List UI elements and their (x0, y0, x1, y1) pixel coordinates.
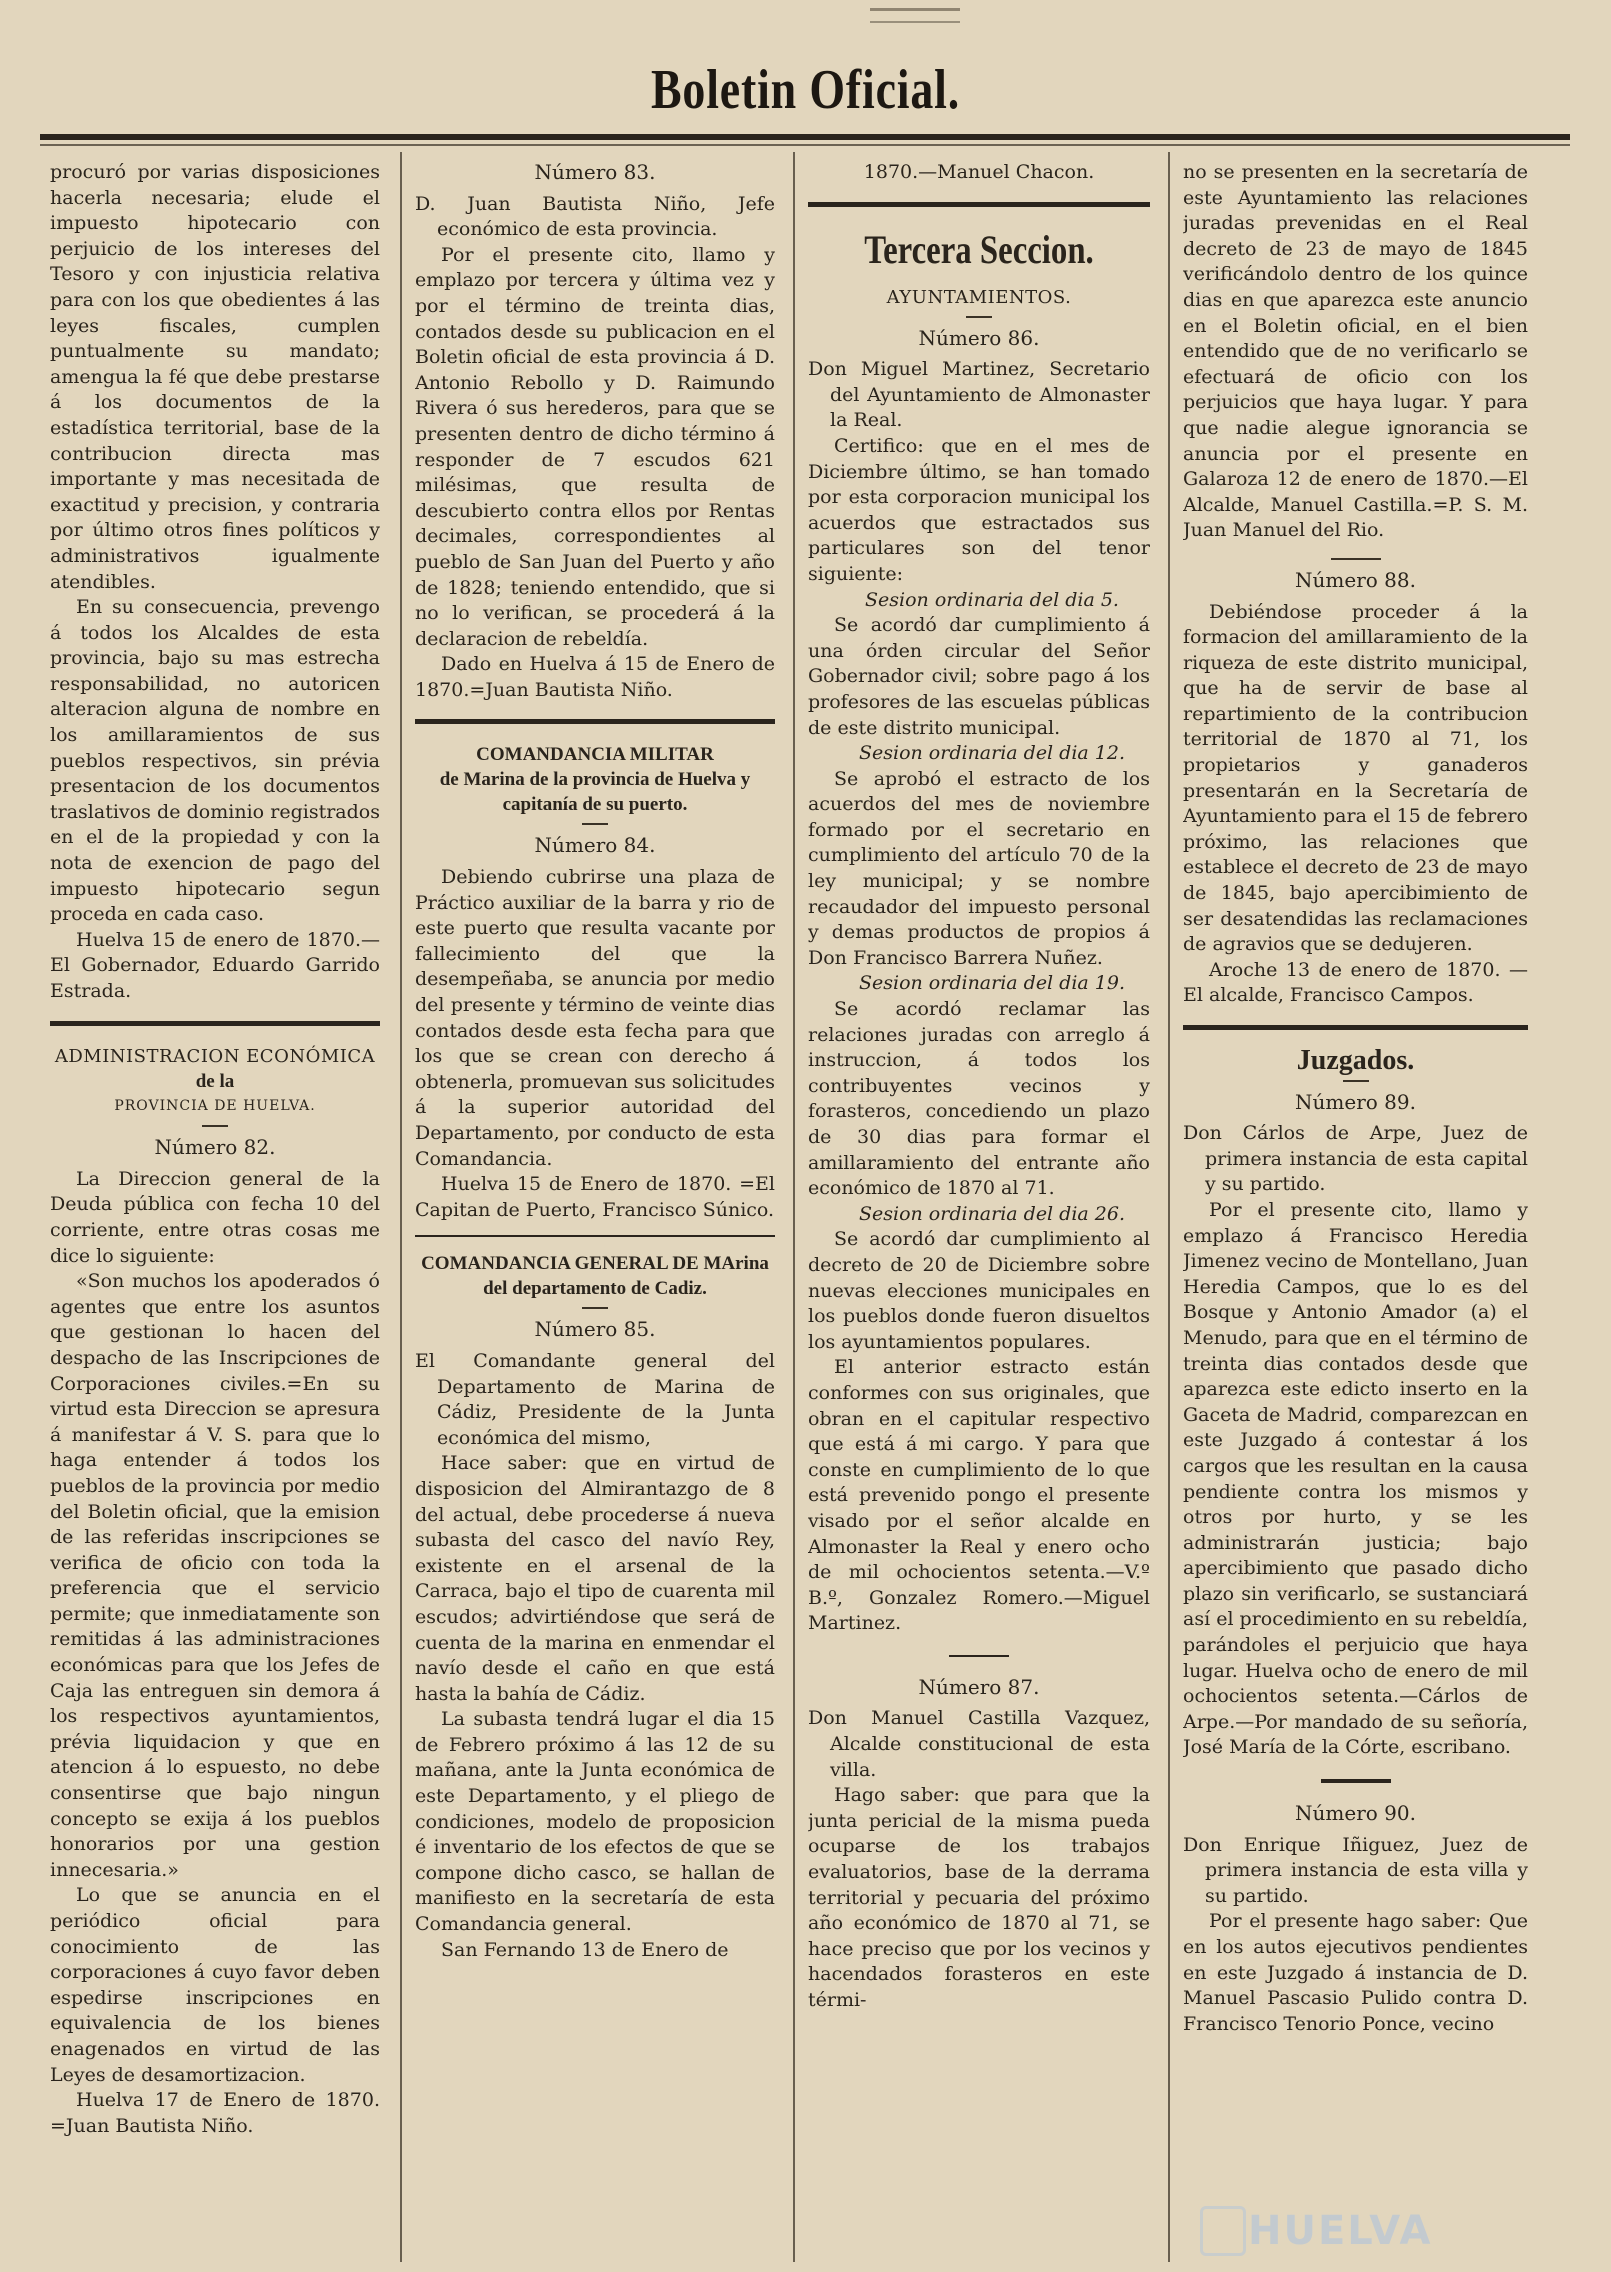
column-3 (808, 160, 1150, 2260)
paragraph: Debiendo cubrirse una plaza de Práctico auxiliar de la barra y rio de este puerto que resulta vacante por fallecimiento del que la desempeñaba, se anuncia por medio del presente y término de veinte dias contados desde esta fecha para que los que se crean con derecho á obtenerla, promuevan sus solicitudes á la superior autoridad del Departamento, por conducto de esta Comandancia. (415, 866, 775, 1170)
section-separator (415, 1235, 775, 1237)
section-heading-sub: de Marina de la provincia de Huelva y capitanía de su puerto. (439, 769, 751, 816)
paragraph: Huelva 17 de Enero de 1870. =Juan Bautista Niño. (50, 2089, 380, 2137)
paragraph: Se acordó reclamar las relaciones juradas con arreglo á instruccion, á todos los contribuyentes vecinos y forasteros, concediendo un plazo de 30 dias para formar el amillaramiento del entrante año económico de 1870 al 71. (808, 998, 1150, 1200)
column-divider-2 (793, 152, 795, 2262)
paragraph: Don Cárlos de Arpe, Juez de primera instancia de esta capital y su partido. (1183, 1122, 1528, 1196)
short-separator (949, 1655, 1009, 1657)
paragraph: San Fernando 13 de Enero de (441, 1938, 729, 1961)
session-heading: Sesion ordinaria del dia 5. (865, 588, 1119, 611)
paragraph: Lo que se anuncia en el periódico oficial para conocimiento de las corporaciones á cuyo favor deben espedirse inscripciones en equivalencia de los bienes enagenados en virtud de las Leyes de desamortizacion. (50, 1884, 380, 2086)
section-title: Tercera Seccion. (864, 226, 1094, 272)
paragraph: Por el presente hago saber: Que en los autos ejecutivos pendientes en este Juzgado á instancia de D. Manuel Pascasio Pulido contra D. Francisco Tenorio Ponce, vecino (1183, 1910, 1528, 2035)
column-2 (415, 160, 775, 2260)
section-heading: COMANDANCIA MILITAR (476, 744, 714, 766)
watermark-text: HUELVA (1248, 2208, 1433, 2254)
column-divider-3 (1168, 152, 1170, 2262)
session-heading: Sesion ordinaria del dia 12. (859, 742, 1125, 765)
dash-divider (1343, 1080, 1369, 1082)
paragraph: Hago saber: que para que la junta pericial de la misma pueda ocuparse de los trabajos evaluatorios, base de la derrama territorial y pecuaria del próximo año económico de 1870 al 71, se hace preciso que por los vecinos y hacendados forasteros en este térmi- (808, 1784, 1150, 2011)
section-title: Juzgados. (1296, 1045, 1415, 1076)
paragraph: Don Manuel Castilla Vazquez, Alcalde constitucional de esta villa. (808, 1707, 1150, 1781)
dash-divider (202, 1125, 228, 1127)
paragraph: D. Juan Bautista Niño, Jefe económico de esta provincia. (415, 192, 775, 241)
paragraph: «Son muchos los apoderados ó agentes que entre los asuntos que gestionan lo hacen del despacho de las Inscripciones de Corporaciones civiles.=En su virtud esta Direccion se apresura á manifestar á V. S. para que lo haga entender á todos los pueblos de la provincia por medio del Boletin oficial, que la emision de las referidas inscripciones se verifica de oficio con toda la preferencia que el servicio permite; que inmediatamente son remitidas á las administraciones económicas para que los Jefes de Caja las entreguen sin demora á los respectivos ayuntamientos, prévia liquidacion y que en atencion á lo espuesto, no debe consentirse que bajo ningun concepto se exija á los pueblos honorarios por una gestion innecesaria.» (50, 1270, 380, 1881)
section-separator (808, 202, 1150, 207)
notice-number: Número 84. (534, 833, 656, 858)
paragraph: Se acordó dar cumplimiento á una órden circular del Señor Gobernador civil; sobre pago á los profesores de las escuelas públicas de este distrito municipal. (808, 614, 1150, 739)
section-separator (415, 719, 775, 724)
notice-number: Número 83. (534, 160, 656, 184)
column-1 (50, 160, 380, 2260)
top-ornament (870, 8, 960, 23)
paragraph: Se aprobó el estracto de los acuerdos del mes de noviembre formado por el secretario en cumplimiento del artículo 70 de la ley municipal; y se nombre recaudador del impuesto personal y demas productos de propios á Don Francisco Barrera Nuñez. (808, 767, 1150, 969)
notice-number: Número 82. (154, 1135, 276, 1160)
paragraph: Huelva 15 de Enero de 1870. =El Capitan de Puerto, Francisco Súnico. (415, 1173, 775, 1221)
section-heading: COMANDANCIA GENERAL DE MArina del departamento de Cadiz. (421, 1253, 769, 1300)
short-separator (1321, 1779, 1391, 1783)
notice-number: Número 85. (534, 1317, 656, 1342)
paragraph: Hace saber: que en virtud de disposicion del Almirantazgo de 8 del actual, debe procederse á nueva subasta del casco del navío Rey, existente en el arsenal de la Carraca, bajo el tipo de cuarenta mil escudos; advirtiéndose que será de cuenta de la marina en enmendar el navío desde el caño en que está hasta la bahía de Cádiz. (415, 1452, 775, 1705)
dash-divider (1331, 558, 1381, 560)
notice-number: Número 89. (1295, 1089, 1416, 1114)
section-heading: ADMINISTRACION ECONÓMICA (54, 1045, 376, 1067)
dash-divider (582, 1307, 608, 1309)
section-heading-sub: de la (195, 1070, 235, 1092)
notice-number: Número 90. (1295, 1801, 1416, 1826)
dash-divider (966, 316, 992, 318)
paragraph: El anterior estracto están conformes con sus originales, que obran en el capitular respectivo que está á mi cargo. Y para que conste en cumplimiento de lo que está prevenido pongo el presente visado por el señor alcalde en Almonaster la Real y enero ocho de mil ochocientos setenta.—V.º B.º, Gonzalez Romero.—Miguel Martinez. (808, 1356, 1150, 1635)
masthead-rule (40, 134, 1570, 140)
paragraph: Dado en Huelva á 15 de Enero de 1870.=Juan Bautista Niño. (415, 653, 775, 701)
paragraph: En su consecuencia, prevengo á todos los Alcaldes de esta provincia, bajo su mas estrecha responsabilidad, no autoricen alteracion alguna de nombre en los amillaramientos de sus pueblos respectivos, sin prévia presentacion de los documentos traslativos de dominio registrados en el de la propiedad y con la nota de exencion de pago del impuesto hipotecario segun proceda en cada caso. (50, 596, 380, 926)
notice-number: Número 87. (918, 1674, 1040, 1699)
paragraph: Se acordó dar cumplimiento al decreto de 20 de Diciembre sobre nuevas elecciones municipales en los pueblos donde fueron disueltos los ayuntamientos populares. (808, 1228, 1150, 1353)
paragraph: La subasta tendrá lugar el dia 15 de Febrero próximo á las 12 de su mañana, ante la Junta económica de este Departamento, y el pliego de condiciones, modelo de proposicion é inventario de los efectos de que se compone dicho casco, se hallan de manifiesto en la secretaría de esta Comandancia general. (415, 1708, 775, 1936)
paragraph: 1870.—Manuel Chacon. (863, 161, 1095, 183)
paragraph: Don Miguel Martinez, Secretario del Ayuntamiento de Almonaster la Real. (808, 358, 1150, 432)
paragraph: Don Enrique Iñiguez, Juez de primera instancia de esta villa y su partido. (1183, 1833, 1528, 1907)
section-separator (50, 1021, 380, 1026)
section-heading-province: PROVINCIA DE HUELVA. (114, 1097, 316, 1114)
section-heading: AYUNTAMIENTOS. (886, 286, 1072, 308)
paragraph: Huelva 15 de enero de 1870.— El Gobernador, Eduardo Garrido Estrada. (50, 928, 380, 1002)
paragraph: El Comandante general del Departamento de Marina de Cádiz, Presidente de la Junta económica del mismo, (415, 1349, 775, 1449)
dash-divider (582, 823, 608, 825)
paragraph: no se presenten en la secretaría de este Ayuntamiento las relaciones juradas prevenidas en el Real decreto de 23 de mayo de 1845 verificándolo dentro de los quince dias en que aparezca este anuncio en el Boletin oficial, en el bien entendido que de no verificarlo se efectuará de oficio con los perjuicios que haya lugar. Y para que nadie alegue ignorancia se anuncia por el presente en Galaroza 12 de enero de 1870.—El Alcalde, Manuel Castilla.=P. S. M. Juan Manuel del Rio. (1183, 161, 1528, 542)
masthead-rule-thin (40, 144, 1570, 146)
paragraph: Por el presente cito, llamo y emplazo á Francisco Heredia Jimenez vecino de Montellano, Juan Heredia Campos, que lo es del Bosque y Antonio Amador (a) el Menudo, para que en el término de treinta dias contados desde que aparezca este edicto inserto en la Gaceta de Madrid, comparezcan en este Juzgado á contestar á los cargos que les resultan en la causa pendiente contra los mismos y otros por hurto, y se les administrarán justicia; bajo apercibimiento que pasado dicho plazo sin verificarlo, se sustanciará así el procedimiento en su rebeldía, parándoles el perjuicio que haya lugar. Huelva ocho de enero de mil ochocientos setenta.—Cárlos de Arpe.—Por mandado de su señoría, José María de la Córte, escribano. (1183, 1198, 1528, 1759)
masthead-title: Boletin Oficial. (650, 59, 961, 121)
paragraph: La Direccion general de la Deuda pública con fecha 10 del corriente, entre otras cosas me dice lo siguiente: (50, 1167, 380, 1267)
paragraph: procuró por varias disposiciones hacerla necesaria; elude el impuesto hipotecario con perjuicio de los intereses del Tesoro y con injusticia relativa para con los que obedientes á las leyes fiscales, cumplen puntualmente su mandato; amengua la fé que debe prestarse á los documentos de la estadística territorial, base de la contribucion directa mas importante y mas necesitada de exactitud y precision, y contraria por último otros fines políticos y administrativos igualmente atendibles. (50, 161, 380, 593)
session-heading: Sesion ordinaria del dia 19. (859, 972, 1125, 995)
archive-logo-icon (1200, 2206, 1246, 2256)
notice-number: Número 88. (1295, 567, 1416, 592)
notice-number: Número 86. (918, 325, 1040, 350)
column-4 (1183, 160, 1528, 2260)
paragraph: Aroche 13 de enero de 1870. —El alcalde, Francisco Campos. (1183, 958, 1528, 1007)
paragraph: Certifico: que en el mes de Diciembre último, se han tomado por esta corporacion municipal los acuerdos que estractados sus particulares son del tenor siguiente: (808, 434, 1150, 585)
session-heading: Sesion ordinaria del dia 26. (859, 1202, 1125, 1225)
column-divider-1 (400, 152, 402, 2262)
paragraph: Por el presente cito, llamo y emplazo por tercera y última vez y por el término de treinta dias, contados desde su publicacion en el Boletin oficial de esta provincia á D. Antonio Rebollo y D. Raimundo Rivera ó sus herederos, para que se presenten dentro de dicho término á responder de 7 escudos 621 milésimas, que resulta de descubierto contra ellos por Rentas decimales, correspondientes al pueblo de San Juan del Puerto y año de 1828; teniendo entendido, que si no lo verifican, se procederá á la declaracion de rebeldía. (415, 243, 775, 650)
section-separator (1183, 1025, 1528, 1030)
paragraph: Debiéndose proceder á la formacion del amillaramiento de la riqueza de este distrito municipal, que ha de servir de base al repartimiento de la contribucion territorial de 1870 al 71, los propietarios y ganaderos presentarán en la Secretaría de Ayuntamiento para el 15 de febrero próximo, las relaciones que establece el decreto de 23 de mayo de 1845, bajo apercibimiento de ser desatendidas las reclamaciones de agravios que se dedujeren. (1183, 600, 1528, 956)
